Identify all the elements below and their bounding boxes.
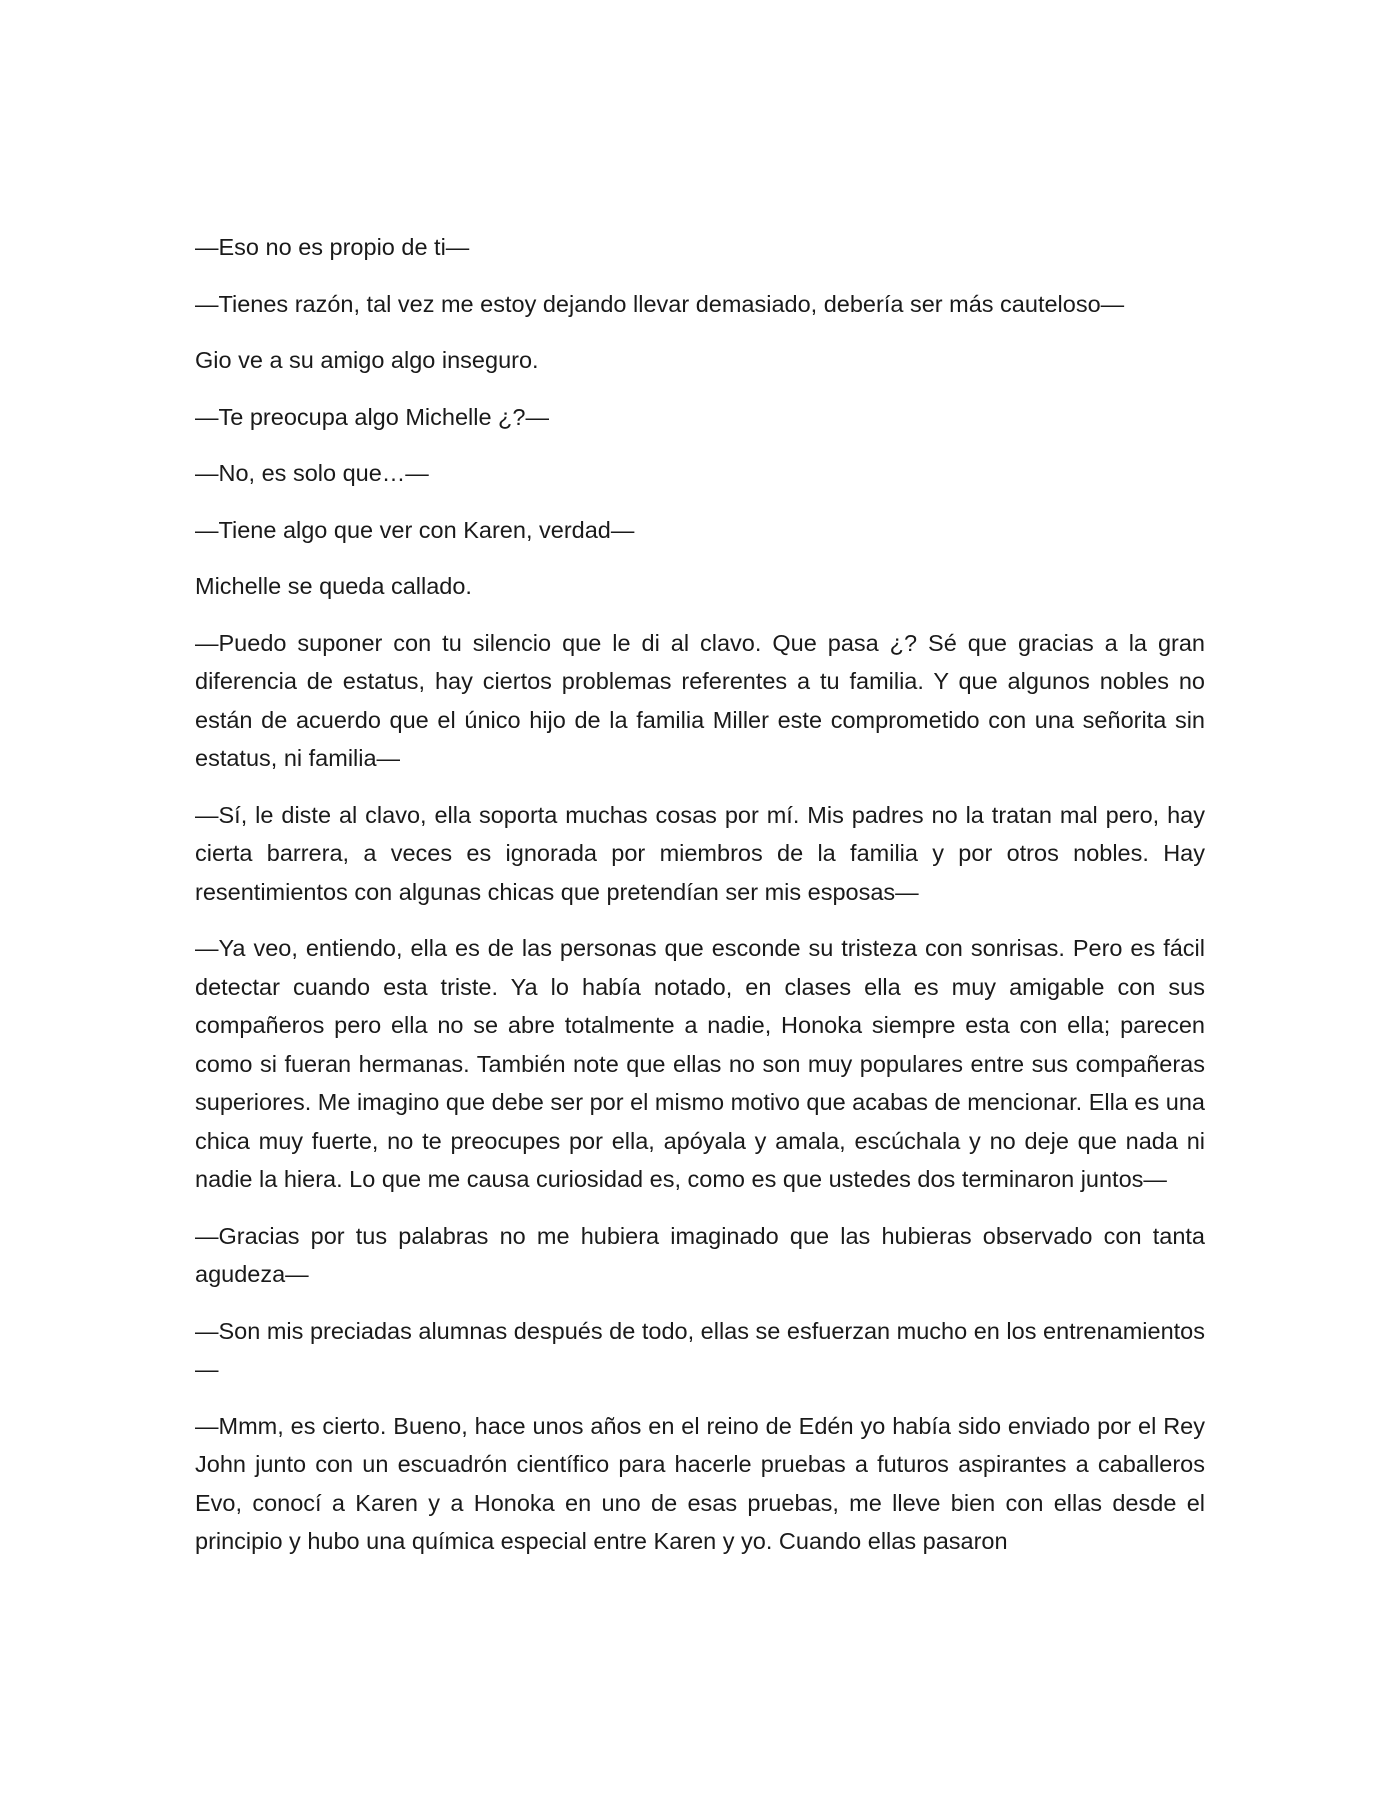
paragraph: —Ya veo, entiendo, ella es de las personas que esconde su tristeza con sonrisas. Pero es fácil detectar cuando esta triste. Ya lo había notado, en clases ella es muy amigable con sus compañeros pero ella no se abre totalmente a nadie, Honoka siempre esta con ella; parecen como si fueran hermanas. También note que ellas no son muy populares entre sus compañeras superiores. Me imagino que debe ser por el mismo motivo que acabas de mencionar. Ella es una chica muy fuerte, no te preocupes por ella, apóyala y amala, escúchala y no deje que nada ni nadie la hiera. Lo que me causa curiosidad es, como es que ustedes dos terminaron juntos—	[195, 935, 1205, 1192]
paragraph: —Gracias por tus palabras no me hubiera imaginado que las hubieras observado con tanta agudeza—	[195, 1222, 1205, 1287]
paragraph: —Eso no es propio de ti—	[195, 234, 470, 260]
paragraph: —Tienes razón, tal vez me estoy dejando llevar demasiado, debería ser más cauteloso—	[195, 290, 1125, 317]
paragraph: —Mmm, es cierto. Bueno, hace unos años en el reino de Edén yo había sido enviado por el Rey John junto con un escuadrón científico para hacerle pruebas a futuros aspirantes a caballeros Evo, conocí a Karen y a Honoka en uno de esas pruebas, me lleve bien con ellas desde el principio y hubo una química especial entre Karen y yo. Cuando ellas pasaron	[195, 1412, 1205, 1554]
paragraph: —Son mis preciadas alumnas después de todo, ellas se esfuerzan mucho en los entrenamientos—	[195, 1317, 1205, 1382]
paragraph: —Tiene algo que ver con Karen, verdad—	[195, 516, 635, 543]
paragraph: Michelle se queda callado.	[195, 573, 472, 599]
paragraph: —Te preocupa algo Michelle ¿?—	[195, 403, 549, 430]
paragraph: —Puedo suponer con tu silencio que le di al clavo. Que pasa ¿? Sé que gracias a la gran diferencia de estatus, hay ciertos problemas referentes a tu familia. Y que algunos nobles no están de acuerdo que el único hijo de la familia Miller este comprometido con una señorita sin estatus, ni familia—	[195, 629, 1205, 771]
paragraph: Gio ve a su amigo algo inseguro.	[195, 347, 539, 373]
document-body	[195, 228, 1205, 1579]
paragraph: —Sí, le diste al clavo, ella soporta muchas cosas por mí. Mis padres no la tratan mal pero, hay cierta barrera, a veces es ignorada por miembros de la familia y por otros nobles. Hay resentimientos con algunas chicas que pretendían ser mis esposas—	[195, 801, 1205, 905]
paragraph: —No, es solo que…—	[195, 460, 429, 486]
